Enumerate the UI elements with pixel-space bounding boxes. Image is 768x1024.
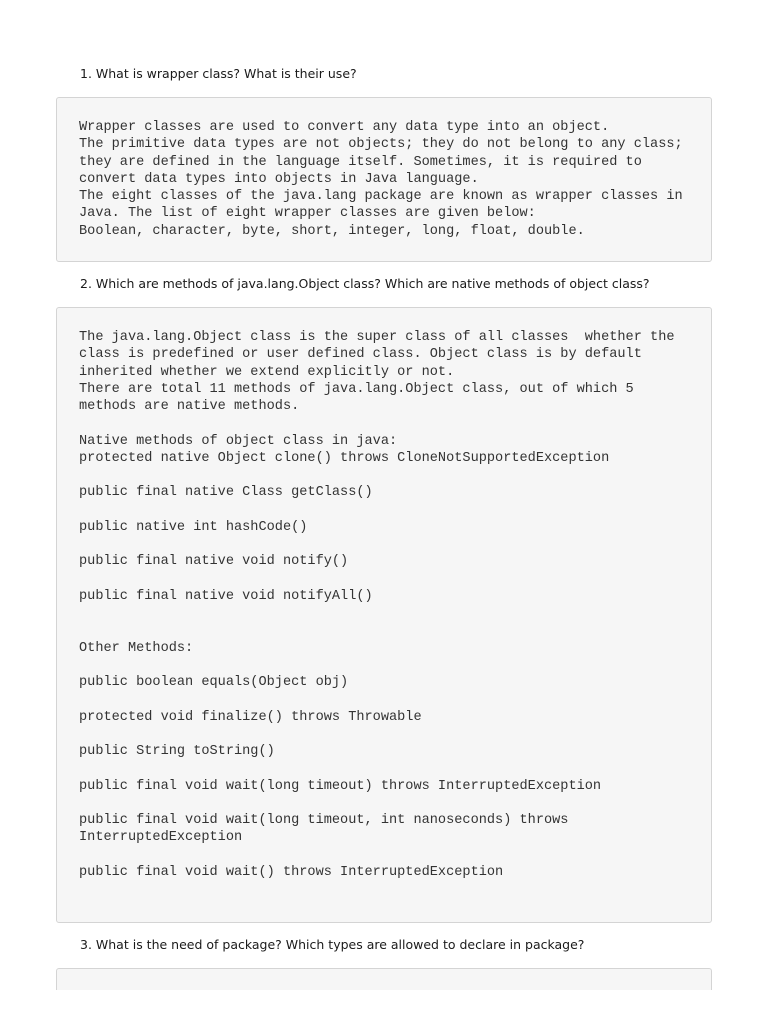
question-1-heading: 1. What is wrapper class? What is their use?	[80, 66, 357, 81]
answer-3-box	[56, 968, 712, 990]
question-2-heading: 2. Which are methods of java.lang.Object class? Which are native methods of object class?	[80, 276, 650, 291]
answer-2-box	[56, 307, 712, 923]
answer-2-text: The java.lang.Object class is the super class of all classes whether the class is predefined or user defined class. Object class is by default inherited whether we extend explicitly or not. There are total 11 methods of java.lang.Object class, out of which 5 methods are native methods. Native methods of object class in java: protected native Object clone() throws CloneNotSupportedException public final native Class getClass() public native int hashCode() public final native void notify() public final native void notifyAll() Other Methods: public boolean equals(Object obj) protected void finalize() throws Throwable public String toString() public final void wait(long timeout) throws InterruptedException public final void wait(long timeout, int nanoseconds) throws InterruptedException public final void wait() throws InterruptedException	[79, 330, 675, 880]
answer-1-text: Wrapper classes are used to convert any data type into an object. The primitive data types are not objects; they do not belong to any class; they are defined in the language itself. Sometimes, it is required to convert data types into objects in Java language. The eight classes of the java.lang package are known as wrapper classes in Java. The list of eight wrapper classes are given below: Boolean, character, byte, short, integer, long, float, double.	[79, 120, 683, 239]
question-3-heading: 3. What is the need of package? Which types are allowed to declare in package?	[80, 937, 585, 952]
answer-1-box	[56, 97, 712, 262]
